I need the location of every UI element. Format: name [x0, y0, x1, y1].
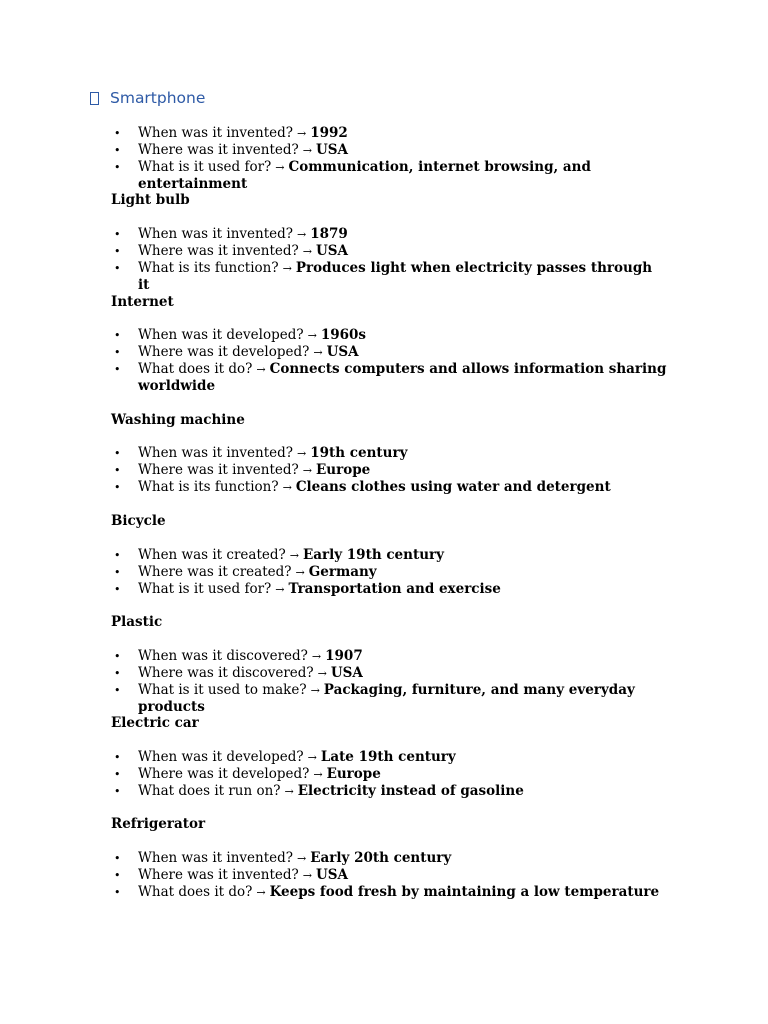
list-item: [0, 344, 768, 361]
list-item: [0, 682, 768, 716]
answer-text: 1960s: [320, 327, 367, 343]
question-text: When was it invented?: [138, 226, 294, 242]
arrow-icon: →: [302, 144, 312, 157]
bullet-icon: •: [114, 852, 121, 865]
question-text: Where was it invented?: [138, 462, 299, 478]
bullet-icon: •: [114, 363, 121, 376]
question-text: When was it developed?: [138, 327, 304, 343]
list-item: [0, 462, 768, 479]
answer-text: 1879: [310, 226, 348, 242]
bullet-icon: •: [114, 144, 121, 157]
question-text: Where was it developed?: [138, 766, 310, 782]
list-item: [0, 260, 768, 294]
question-text: What is its function?: [138, 260, 279, 276]
bullet-icon: •: [114, 785, 121, 798]
arrow-icon: →: [289, 549, 299, 562]
question-text: What is it used to make?: [138, 682, 307, 698]
list-item: [0, 564, 768, 581]
qa-list: [0, 749, 768, 800]
bullet-icon: •: [114, 329, 121, 342]
bullet-icon: •: [114, 583, 121, 596]
arrow-icon: →: [297, 447, 307, 460]
section-title: Smartphone: [110, 89, 206, 107]
bullet-icon: •: [114, 566, 121, 579]
answer-text: Late 19th century: [320, 749, 456, 765]
arrow-icon: →: [295, 566, 305, 579]
list-item: [0, 159, 768, 193]
answer-text: Europe: [316, 462, 371, 478]
arrow-icon: →: [297, 127, 307, 140]
arrow-icon: →: [307, 329, 317, 342]
answer-text: 1992: [310, 125, 348, 141]
list-item: [0, 766, 768, 783]
list-item: [0, 665, 768, 682]
qa-list: [0, 327, 768, 395]
answer-text: 1907: [325, 648, 363, 664]
answer-text: USA: [316, 142, 348, 158]
question-text: When was it developed?: [138, 749, 304, 765]
list-item: [0, 243, 768, 260]
answer-text: Germany: [308, 564, 377, 580]
answer-text: Early 20th century: [310, 850, 452, 866]
question-text: Where was it created?: [138, 564, 292, 580]
question-text: When was it discovered?: [138, 648, 308, 664]
arrow-icon: →: [284, 785, 294, 798]
list-item: [0, 327, 768, 344]
arrow-icon: →: [297, 852, 307, 865]
section-title: Electric car: [111, 715, 199, 731]
bullet-icon: •: [114, 464, 121, 477]
section-title: Light bulb: [111, 192, 190, 208]
answer-text: USA: [330, 665, 363, 681]
question-text: Where was it invented?: [138, 867, 299, 883]
arrow-icon: →: [302, 464, 312, 477]
bullet-icon: •: [114, 549, 121, 562]
bullet-icon: •: [114, 262, 121, 275]
answer-text: Produces light when electricity passes through it: [138, 260, 653, 293]
answer-text: Communication, internet browsing, and entertainment: [138, 159, 591, 192]
question-text: When was it invented?: [138, 850, 294, 866]
question-text: What does it do?: [138, 884, 253, 900]
section-title: Internet: [111, 294, 174, 310]
answer-text: Connects computers and allows information sharing worldwide: [138, 361, 667, 394]
qa-list: [0, 445, 768, 496]
question-text: Where was it discovered?: [138, 665, 314, 681]
bullet-icon: •: [114, 161, 121, 174]
bullet-icon: •: [114, 447, 121, 460]
arrow-icon: →: [256, 363, 266, 376]
bullet-icon: •: [114, 245, 121, 258]
answer-text: Packaging, furniture, and many everyday products: [138, 682, 635, 715]
bullet-icon: •: [114, 127, 121, 140]
arrow-icon: →: [282, 481, 292, 494]
qa-list: [0, 547, 768, 598]
arrow-icon: →: [313, 768, 323, 781]
list-item: [0, 142, 768, 159]
arrow-icon: →: [282, 262, 292, 275]
list-item: [0, 226, 768, 243]
list-item: [0, 547, 768, 564]
bullet-icon: •: [114, 684, 121, 697]
arrow-icon: →: [297, 228, 307, 241]
arrow-icon: →: [313, 346, 323, 359]
answer-text: USA: [326, 344, 359, 360]
arrow-icon: →: [275, 161, 285, 174]
bullet-icon: •: [114, 650, 121, 663]
question-text: What does it do?: [138, 361, 253, 377]
bullet-icon: •: [114, 481, 121, 494]
section-title: Bicycle: [111, 513, 166, 529]
qa-list: [0, 226, 768, 294]
list-item: [0, 125, 768, 142]
bullet-icon: •: [114, 751, 121, 764]
list-item: [0, 749, 768, 766]
question-text: When was it invented?: [138, 445, 294, 461]
list-item: [0, 479, 768, 496]
question-text: Where was it invented?: [138, 243, 299, 259]
bullet-icon: •: [114, 667, 121, 680]
qa-list: [0, 850, 768, 901]
list-item: [0, 783, 768, 800]
arrow-icon: →: [302, 245, 312, 258]
arrow-icon: →: [275, 583, 285, 596]
list-item: [0, 361, 768, 395]
arrow-icon: →: [310, 684, 320, 697]
arrow-icon: →: [317, 667, 327, 680]
question-text: Where was it invented?: [138, 142, 299, 158]
question-text: Where was it developed?: [138, 344, 310, 360]
section-title: Washing machine: [111, 412, 245, 428]
bullet-icon: •: [114, 346, 121, 359]
question-text: When was it created?: [138, 547, 286, 563]
answer-text: Transportation and exercise: [288, 581, 501, 597]
qa-list-smartphone: [0, 125, 768, 193]
answer-text: USA: [316, 243, 348, 259]
arrow-icon: →: [311, 650, 322, 663]
question-text: What is it used for?: [138, 581, 272, 597]
answer-text: Early 19th century: [302, 547, 444, 563]
list-item: [0, 850, 768, 867]
arrow-icon: →: [307, 751, 317, 764]
list-item: [0, 581, 768, 598]
arrow-icon: →: [256, 886, 266, 899]
arrow-icon: →: [302, 869, 312, 882]
answer-text: Cleans clothes using water and detergent: [295, 479, 611, 495]
section-title: Plastic: [111, 614, 163, 630]
answer-text: 19th century: [310, 445, 408, 461]
bullet-icon: •: [114, 768, 121, 781]
question-text: What is its function?: [138, 479, 279, 495]
section-title: Refrigerator: [111, 816, 206, 832]
list-item: [0, 445, 768, 462]
question-text: What does it run on?: [138, 783, 281, 799]
bullet-icon: •: [114, 886, 121, 899]
bullet-icon: •: [114, 228, 121, 241]
section-heading-smartphone: [90, 86, 205, 110]
list-item: [0, 648, 768, 665]
question-text: When was it invented?: [138, 125, 294, 141]
missing-glyph-icon: [90, 92, 99, 105]
list-item: [0, 884, 768, 901]
answer-text: Keeps food fresh by maintaining a low temperature: [269, 884, 660, 900]
question-text: What is it used for?: [138, 159, 272, 175]
qa-list: [0, 648, 768, 716]
bullet-icon: •: [114, 869, 121, 882]
answer-text: USA: [316, 867, 348, 883]
answer-text: Electricity instead of gasoline: [297, 783, 524, 799]
answer-text: Europe: [326, 766, 381, 782]
list-item: [0, 867, 768, 884]
